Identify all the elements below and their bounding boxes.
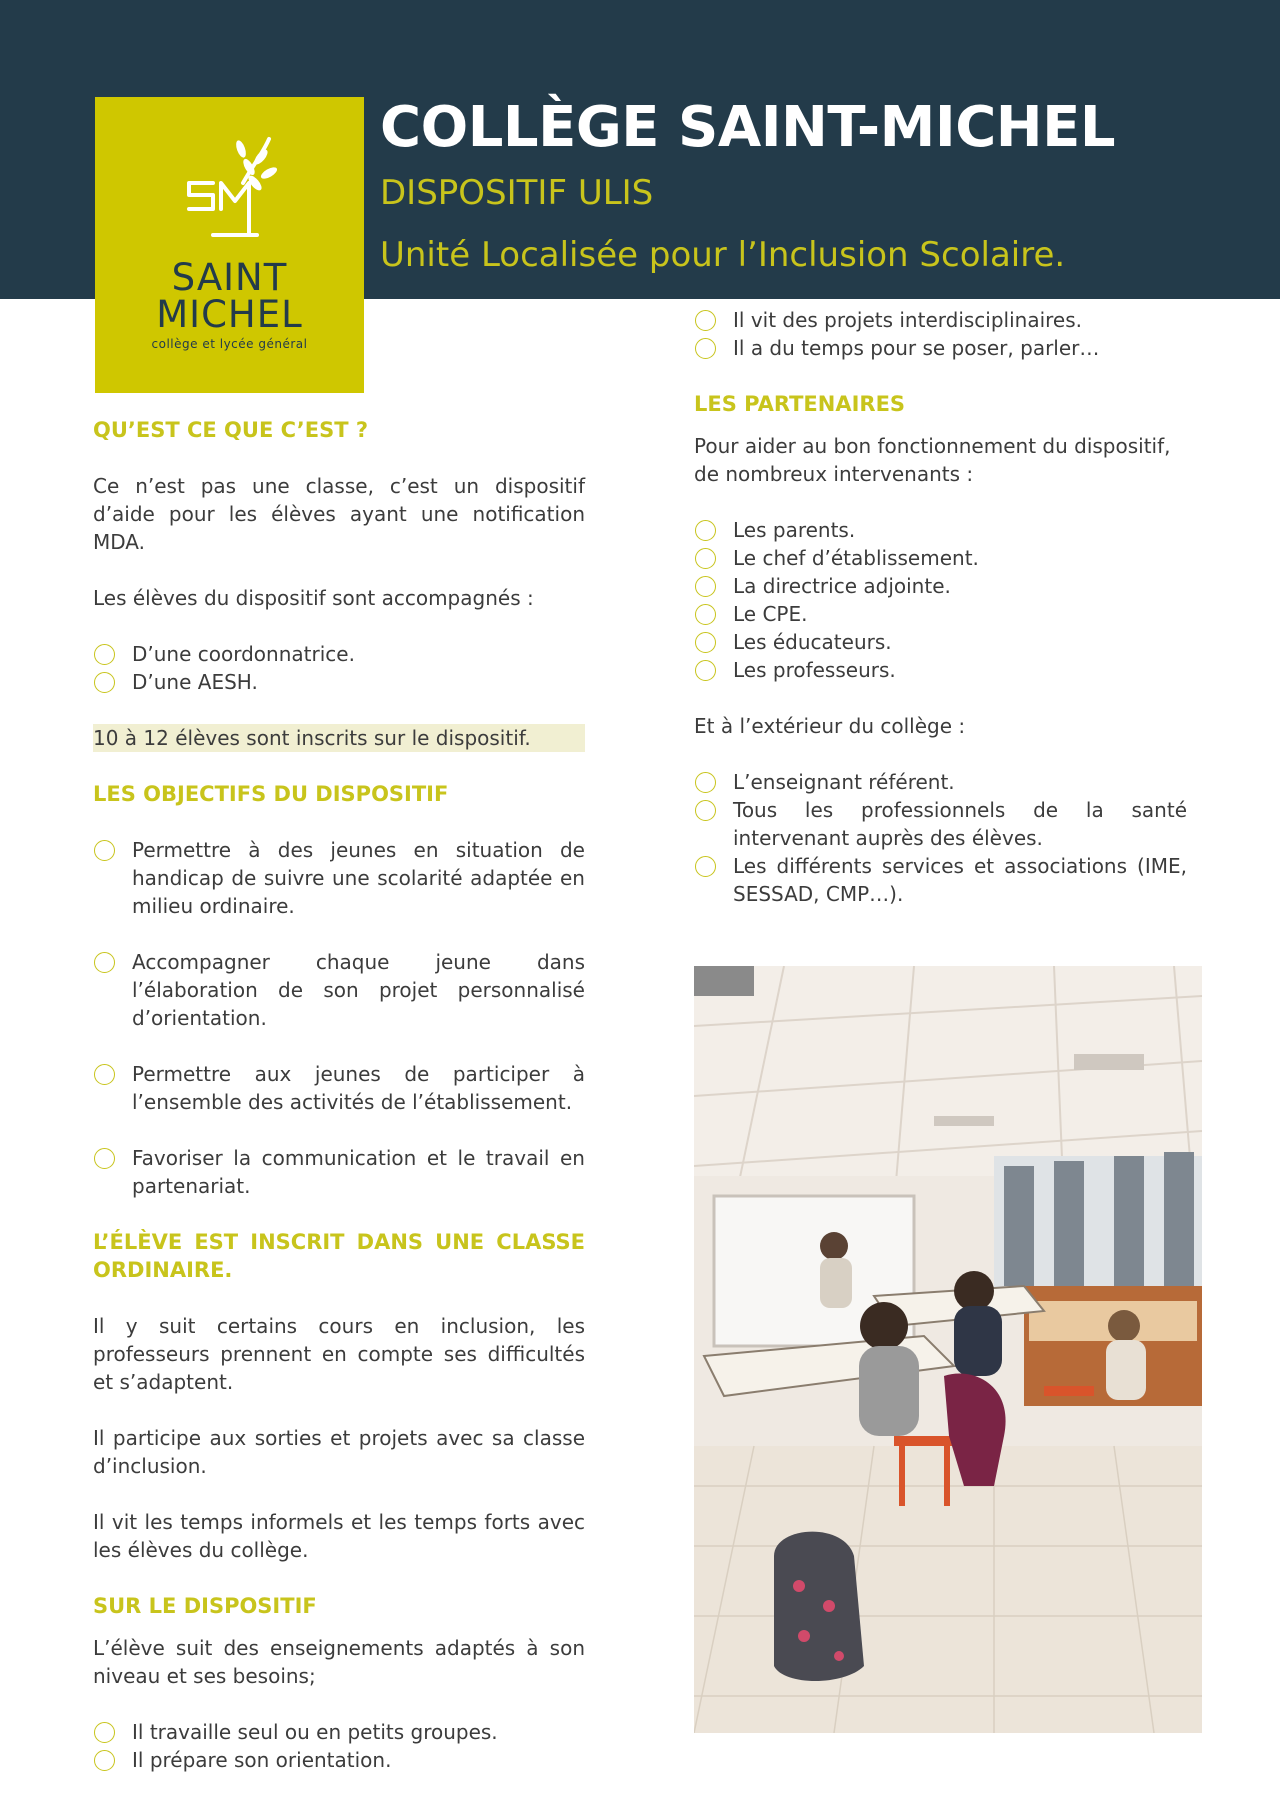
list-item: Le chef d’établissement. bbox=[694, 544, 1187, 572]
logo-subtitle: collège et lycée général bbox=[151, 337, 308, 351]
left-column bbox=[93, 416, 585, 1774]
paragraph-outings: Il participe aux sorties et projets avec sa classe d’inclusion. bbox=[93, 1426, 585, 1478]
circle-bullet-icon bbox=[695, 548, 716, 569]
list-item: Le CPE. bbox=[694, 600, 1187, 628]
list-item: D’une AESH. bbox=[93, 668, 585, 696]
list-external-partners bbox=[694, 768, 1187, 908]
classroom-illustration bbox=[694, 966, 1202, 1733]
section-heading-on-device: SUR LE DISPOSITIF bbox=[93, 1594, 317, 1618]
olive-branch-monogram-icon bbox=[183, 135, 279, 239]
paragraph-informal: Il vit les temps informels et les temps forts avec les élèves du collège. bbox=[93, 1510, 585, 1562]
list-item: Tous les professionnels de la santé intervenant auprès des élèves. bbox=[694, 796, 1187, 852]
list-item: Il prépare son orientation. bbox=[93, 1746, 585, 1774]
list-item: Les parents. bbox=[694, 516, 1187, 544]
list-objectives bbox=[93, 836, 585, 1200]
list-on-device bbox=[93, 1718, 585, 1774]
list-partners bbox=[694, 516, 1187, 684]
page-tagline: Unité Localisée pour l’Inclusion Scolaire. bbox=[380, 235, 1066, 275]
circle-bullet-icon bbox=[94, 1750, 115, 1771]
page-subtitle: DISPOSITIF ULIS bbox=[380, 173, 654, 213]
section-heading-what: QU’EST CE QUE C’EST ? bbox=[93, 418, 369, 442]
section-heading-ordinary-class: L’ÉLÈVE EST INSCRIT DANS UNE CLASSE ORDINAIRE. bbox=[93, 1230, 585, 1282]
page-title: COLLÈGE SAINT-MICHEL bbox=[380, 95, 1116, 160]
logo-name: SAINT MICHEL bbox=[156, 256, 303, 336]
circle-bullet-icon bbox=[695, 310, 716, 331]
circle-bullet-icon bbox=[94, 840, 115, 861]
list-item: L’enseignant référent. bbox=[694, 768, 1187, 796]
circle-bullet-icon bbox=[695, 800, 716, 821]
list-on-device-continued bbox=[694, 306, 1187, 362]
circle-bullet-icon bbox=[695, 576, 716, 597]
circle-bullet-icon bbox=[695, 520, 716, 541]
list-item: Accompagner chaque jeune dans l’élaboration de son projet personnalisé d’orientation. bbox=[93, 948, 585, 1032]
circle-bullet-icon bbox=[695, 604, 716, 625]
circle-bullet-icon bbox=[94, 1722, 115, 1743]
right-column bbox=[694, 306, 1187, 908]
section-heading-objectives: LES OBJECTIFS DU DISPOSITIF bbox=[93, 782, 449, 806]
circle-bullet-icon bbox=[695, 856, 716, 877]
list-item: Les éducateurs. bbox=[694, 628, 1187, 656]
circle-bullet-icon bbox=[695, 632, 716, 653]
section-heading-partners: LES PARTENAIRES bbox=[694, 392, 906, 416]
paragraph-accompanied: Les élèves du dispositif sont accompagnés : bbox=[93, 586, 534, 610]
circle-bullet-icon bbox=[695, 338, 716, 359]
list-item: D’une coordonnatrice. bbox=[93, 640, 585, 668]
highlight-enrolment: 10 à 12 élèves sont inscrits sur le dispositif. bbox=[93, 724, 585, 752]
list-item: La directrice adjointe. bbox=[694, 572, 1187, 600]
list-item: Permettre aux jeunes de participer à l’ensemble des activités de l’établissement. bbox=[93, 1060, 585, 1116]
paragraph-inclusion: Il y suit certains cours en inclusion, les professeurs prennent en compte ses difficultés et s’adaptent. bbox=[93, 1314, 585, 1394]
list-item: Il a du temps pour se poser, parler… bbox=[694, 334, 1187, 362]
list-item: Les différents services et associations (IME, SESSAD, CMP…). bbox=[694, 852, 1187, 908]
paragraph-outside: Et à l’extérieur du collège : bbox=[694, 714, 966, 738]
list-item: Les professeurs. bbox=[694, 656, 1187, 684]
circle-bullet-icon bbox=[94, 952, 115, 973]
classroom-photo bbox=[694, 966, 1202, 1733]
circle-bullet-icon bbox=[695, 772, 716, 793]
list-item: Favoriser la communication et le travail en partenariat. bbox=[93, 1144, 585, 1200]
list-accompaniment bbox=[93, 640, 585, 696]
circle-bullet-icon bbox=[94, 672, 115, 693]
list-item: Il vit des projets interdisciplinaires. bbox=[694, 306, 1187, 334]
school-logo bbox=[95, 97, 364, 393]
paragraph-definition: Ce n’est pas une classe, c’est un dispositif d’aide pour les élèves ayant une notification MDA. bbox=[93, 474, 585, 554]
paragraph-adapted-teaching: L’élève suit des enseignements adaptés à son niveau et ses besoins; bbox=[93, 1636, 585, 1688]
circle-bullet-icon bbox=[94, 1064, 115, 1085]
list-item: Permettre à des jeunes en situation de handicap de suivre une scolarité adaptée en milieu ordinaire. bbox=[93, 836, 585, 920]
circle-bullet-icon bbox=[94, 1148, 115, 1169]
list-item: Il travaille seul ou en petits groupes. bbox=[93, 1718, 585, 1746]
paragraph-partners-intro: Pour aider au bon fonctionnement du dispositif, de nombreux intervenants : bbox=[694, 434, 1171, 486]
circle-bullet-icon bbox=[695, 660, 716, 681]
circle-bullet-icon bbox=[94, 644, 115, 665]
